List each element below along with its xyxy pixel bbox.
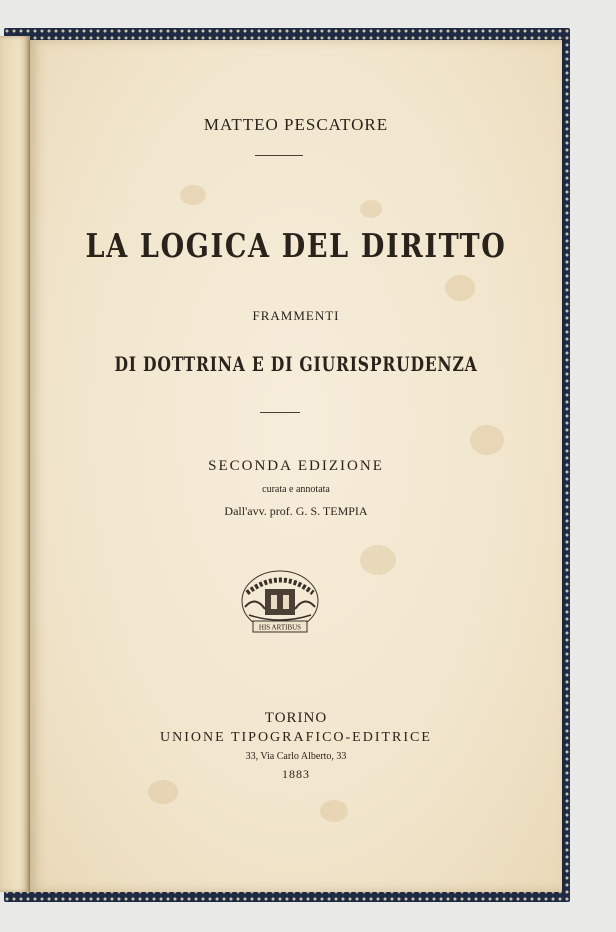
emblem-motto: HIS ARTIBUS (258, 623, 302, 632)
foxing-spot (360, 545, 396, 575)
left-page-edge (0, 36, 30, 892)
edition-line: SECONDA EDIZIONE (208, 458, 384, 474)
imprint-publisher: UNIONE TIPOGRAFICO-EDITRICE (160, 730, 432, 745)
foxing-spot (470, 425, 504, 455)
foxing-spot (320, 800, 348, 822)
edition-note: curata e annotata (262, 484, 330, 495)
divider-rule (255, 155, 303, 156)
foxing-spot (180, 185, 206, 205)
printer-emblem-icon (235, 565, 325, 643)
divider-rule (260, 412, 300, 413)
imprint-year: 1883 (282, 767, 310, 781)
author-name: MATTEO PESCATORE (203, 115, 389, 134)
foxing-spot (148, 780, 178, 804)
foxing-spot (360, 200, 382, 218)
editor-line: Dall'avv. prof. G. S. TEMPIA (224, 504, 368, 518)
foxing-spot (445, 275, 475, 301)
title-page (30, 40, 562, 892)
subtitle-large: DI DOTTRINA E DI GIURISPRUDENZA (114, 352, 478, 376)
book-title: LA LOGICA DEL DIRITTO (85, 226, 507, 265)
imprint-city: TORINO (264, 710, 328, 726)
imprint-address: 33, Via Carlo Alberto, 33 (245, 751, 347, 762)
subtitle-small: FRAMMENTI (252, 308, 340, 323)
